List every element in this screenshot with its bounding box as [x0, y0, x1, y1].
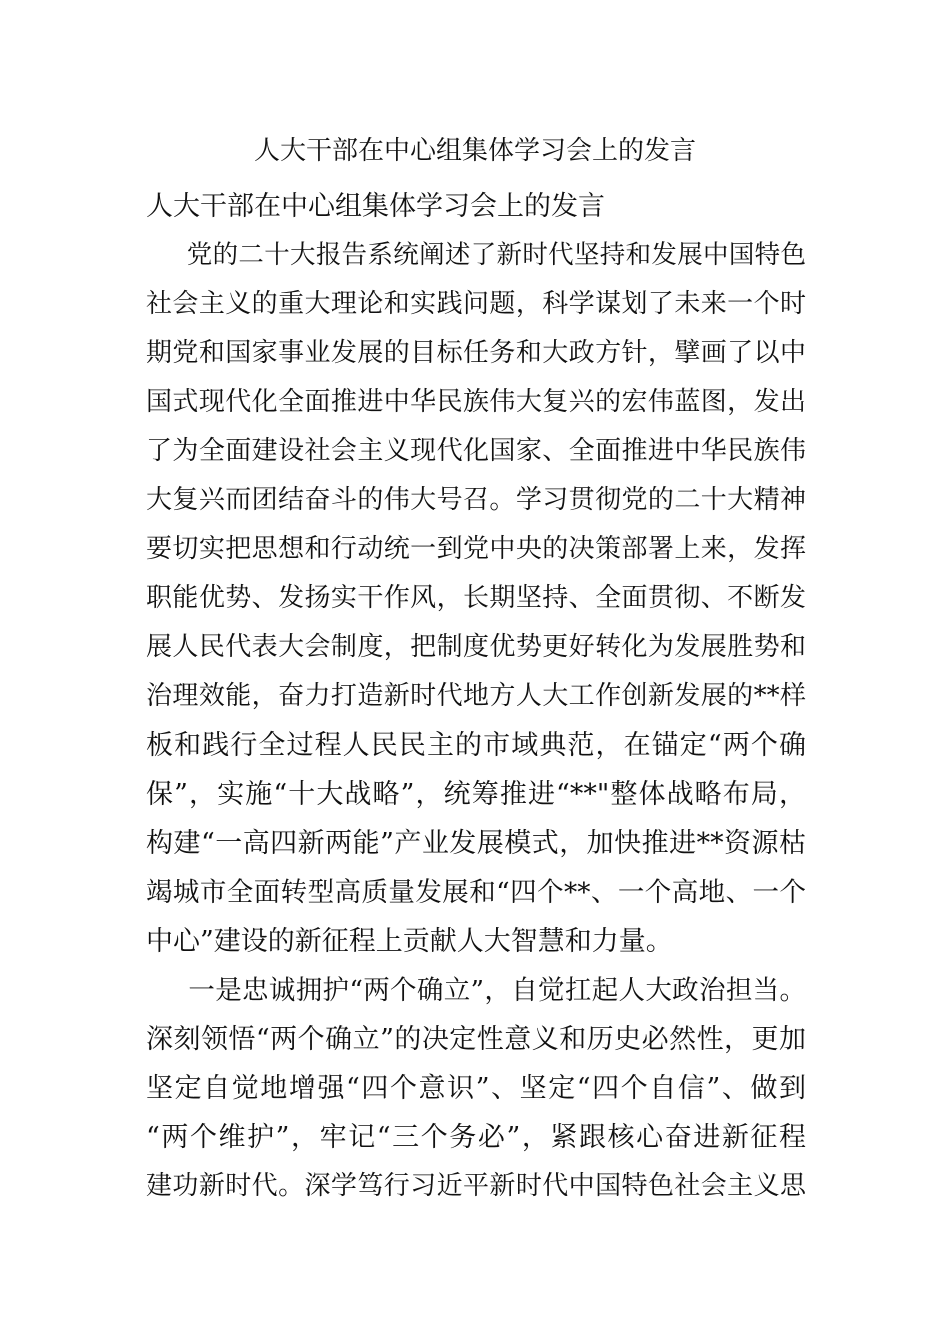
document-title: 人大干部在中心组集体学习会上的发言	[253, 136, 696, 166]
text-line: 板和践行全过程人民民主的市域典范，在锚定“两个确	[146, 730, 806, 761]
text-line: 治理效能，奋力打造新时代地方人大工作创新发展的**样	[146, 681, 806, 711]
text-line: 中心”建设的新征程上贡献人大智慧和力量。	[146, 926, 673, 957]
text-line: 保”，实施“十大战略”，统筹推进“**"整体战略布局，	[146, 779, 806, 810]
text-line: 坚定自觉地增强“四个意识”、坚定“四个自信”、做到	[146, 1073, 806, 1104]
text-line: 国式现代化全面推进中华民族伟大复兴的宏伟蓝图，发出	[146, 387, 806, 417]
section-heading: 人大干部在中心组集体学习会上的发言	[146, 191, 605, 222]
text-line: 竭城市全面转型高质量发展和“四个**、一个高地、一个	[146, 877, 806, 908]
text-line: 要切实把思想和行动统一到党中央的决策部署上来，发挥	[146, 534, 806, 564]
text-line: 深刻领悟“两个确立”的决定性意义和历史必然性，更加	[146, 1024, 806, 1055]
text-line: 构建“一高四新两能”产业发展模式，加快推进**资源枯	[146, 828, 806, 859]
text-line: 建功新时代。深学笃行习近平新时代中国特色社会主义思	[146, 1171, 806, 1201]
text-line: 期党和国家事业发展的目标任务和大政方针，擘画了以中	[146, 338, 806, 368]
text-line: 展人民代表大会制度，把制度优势更好转化为发展胜势和	[146, 632, 806, 662]
text-line: 职能优势、发扬实干作风，长期坚持、全面贯彻、不断发	[146, 583, 806, 613]
text-line: 大复兴而团结奋斗的伟大号召。学习贯彻党的二十大精神	[146, 485, 806, 515]
text-line: 党的二十大报告系统阐述了新时代坚持和发展中国特色	[186, 240, 806, 270]
text-line: “两个维护”，牢记“三个务必”，紧跟核心奋进新征程	[146, 1122, 806, 1153]
document-body	[146, 182, 806, 1211]
text-line: 一是忠诚拥护“两个确立”，自觉扛起人大政治担当。	[188, 975, 806, 1006]
text-line: 了为全面建设社会主义现代化国家、全面推进中华民族伟	[146, 436, 806, 466]
text-line: 社会主义的重大理论和实践问题，科学谋划了未来一个时	[146, 289, 806, 319]
